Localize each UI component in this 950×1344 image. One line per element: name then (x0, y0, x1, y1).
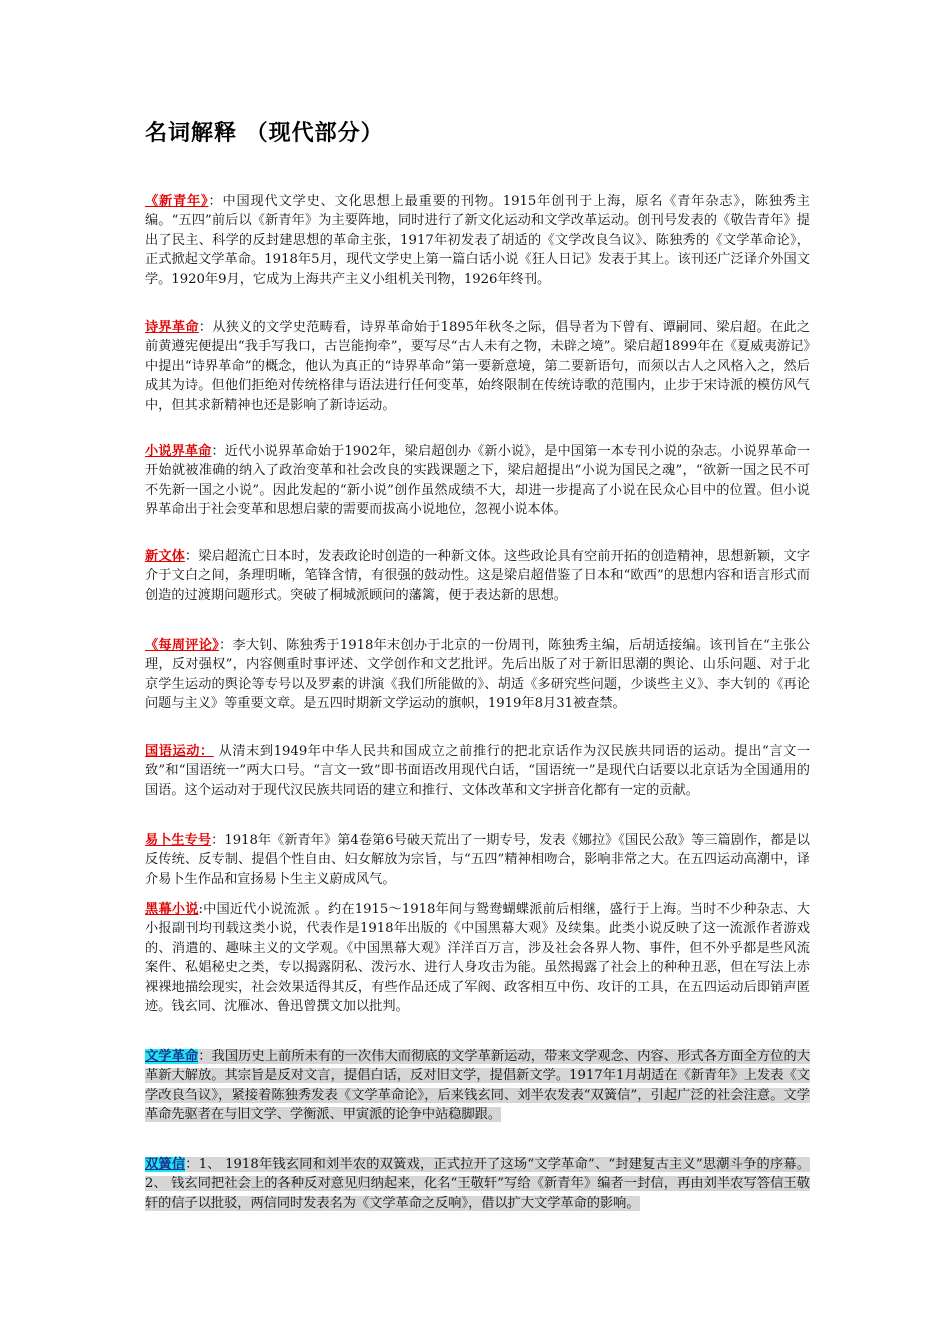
entry-body: 1、 1918年钱玄同和刘半农的双簧戏，正式拉开了这场“文学革命”、“封建复古主义”思潮斗争的序幕。2、 钱玄同把社会上的各种反对意见归纳起来，化名“王敬轩”写给《新青年》编者一封信，再由刘半农写答信王敬轩的信子以批驳，两信同时发表名为《文学革命之反响》，借以扩大文学革命的影响。 (145, 1157, 811, 1211)
entry-separator: ： (198, 320, 213, 335)
entry-separator: ： (185, 1157, 199, 1172)
entry-term: 诗界革命 (145, 320, 199, 335)
entry-body: 1918年《新青年》第4卷第6号破天荒出了一期专号，发表《娜拉》《国民公敌》等三篇剧作，都是以反传统、反专制、提倡个性自由、妇女解放为宗旨，与“五四”精神相吻合，影响非常之大。在五四运动高潮中，译介易卜生作品和宣扬易卜生主义蔚成风气。 (145, 833, 810, 887)
entry-term: 《每周评论》 (145, 638, 219, 653)
entry-term: 易卜生专号 (145, 833, 212, 848)
entry-term: 黑幕小说 (145, 902, 199, 917)
entry-body: 从狭义的文学史范畴看，诗界革命始于1895年秋冬之际，倡导者为下曾有、谭嗣同、梁启超。在此之前黄遵宪便提出“我手写我口，古岂能拘牵”，要写尽“古人未有之物，未辟之境”。梁启超1899年在《夏威夷游记》中提出“诗界革命”的概念，他认为真正的“诗界革命”第一要新意境，第二要新语句，而须以古人之风格入之，然后成其为诗。但他们拒绝对传统格律与语法进行任何变革，始终限制在传统诗歌的范围内，止步于宋诗派的模仿风气中，但其求新精神也还是影响了新诗运动。 (145, 320, 811, 413)
entry-shuanghuang-xin (145, 1155, 810, 1213)
entry-xin-qingnian (145, 192, 810, 289)
page-title: 名词解释 （现代部分） (145, 121, 384, 146)
entry-body: 中国现代文学史、文化思想上最重要的刊物。1915年创刊于上海，原名《青年杂志》，陈独秀主编。“五四”前后以《新青年》为主要阵地，同时进行了新文化运动和文学改革运动。创刊号发表的《敬告青年》提出了民主、科学的反封建思想的革命主张，1917年初发表了胡适的《文学改良刍议》、陈独秀的《文学革命论》，正式掀起文学革命。1918年5月，现代文学史上第一篇白话小说《狂人日记》发表于其上。该刊还广泛译介外国文学。1920年9月，它成为上海共产主义小组机关刊物，1926年终刊。 (145, 194, 810, 287)
entry-shijie-geming (145, 318, 810, 415)
entry-body: 中国近代小说流派 。约在1915～1918年间与鸳鸯蝴蝶派前后相继，盛行于上海。当时不少种杂志、大小报副刊均刊载这类小说，代表作是1918年出版的《中国黑幕大观》及续集。此类小说反映了这一流派作者游戏的、消遣的、趣味主义的文学观。《中国黑幕大观》洋洋百万言，涉及社会各界人物、事件，但不外乎都是些风流案件、私娼秘史之类，专以揭露阴私、泼污水、进行人身攻击为能。虽然揭露了社会上的种种丑恶，但在写法上赤裸裸地描绘现实，社会效果适得其反，有些作品还成了军阀、政客相互中伤、攻讦的工具，在五四运动后即销声匿迹。钱玄同、沈雁冰、鲁迅曾撰文加以批判。 (145, 902, 810, 1015)
entry-heimu-xiaoshuo (145, 900, 810, 1016)
entry-body: 我国历史上前所未有的一次伟大而彻底的文学革新运动，带来文学观念、内容、形式各方面全方位的大革新大解放。其宗旨是反对文言，提倡白话，反对旧文学，提倡新文学。1917年1月胡适在《新青年》上发表《文学改良刍议》，紧接着陈独秀发表《文学革命论》，后来钱玄同、刘半农发表“双簧信”，引起广泛的社会注意。文学革命先驱者在与旧文学、学衡派、甲寅派的论争中站稳脚跟。 (145, 1049, 811, 1123)
entry-xiaoshuojie-geming (145, 442, 810, 520)
entry-term: 文学革命 (145, 1049, 199, 1064)
entry-guoyu-yundong (145, 742, 810, 800)
entry-separator: ： (211, 444, 225, 459)
entry-body: 近代小说界革命始于1902年，梁启超创办《新小说》，是中国第一本专刊小说的杂志。小说界革命一开始就被准确的纳入了政治变革和社会改良的实践课题之下，梁启超提出“小说为国民之魂”，“欲新一国之民不可不先新一国之小说”。因此发起的“新小说”创作虽然成绩不大，却进一步提高了小说在民众心目中的位置。但小说界革命出于社会变革和思想启蒙的需要而拔高小说地位，忽视小说本体。 (145, 444, 811, 518)
entry-wenxue-geming (145, 1047, 810, 1125)
entry-term: 《新青年》 (145, 194, 209, 209)
entry-separator: ： (198, 1049, 212, 1064)
entry-separator: ： (208, 194, 223, 209)
entry-yibusheng-zhuanhao (145, 831, 810, 889)
entry-term: 小说界革命 (145, 444, 212, 459)
entry-term: 双簧信 (145, 1157, 186, 1172)
entry-meizhou-pinglun (145, 636, 810, 714)
entry-body: 梁启超流亡日本时，发表政论时创造的一种新文体。这些政论具有空前开拓的创造精神，思想新颖，文字介于文白之间，条理明晰，笔锋含情，有很强的鼓动性。这是梁启超借鉴了日本和“欧西”的思想内容和语言形式而创造的过渡期问题形式。突破了桐城派顾问的藩篱，便于表达新的思想。 (145, 549, 811, 603)
entry-term: 国语运动： (145, 744, 214, 759)
entry-term: 新文体 (145, 549, 185, 564)
entry-xin-wenti (145, 547, 810, 605)
entry-separator: ： (211, 833, 225, 848)
entry-body: 从清末到1949年中华人民共和国成立之前推行的把北京话作为汉民族共同语的运动。提出“言文一致”和“国语统一”两大口号。“言文一致”即书面语改用现代白话，“国语统一”是现代白话要以北京话为全国通用的国语。这个运动对于现代汉民族共同语的建立和推行、文体改革和文字拼音化都有一定的贡献。 (145, 744, 811, 798)
entry-body: 李大钊、陈独秀于1918年末创办于北京的一份周刊，陈独秀主编，后胡适接编。该刊旨在“主张公理，反对强权”，内容侧重时事评述、文学创作和文艺批评。先后出版了对于新旧思潮的舆论、山乐问题、对于北京学生运动的舆论等专号以及罗素的讲演《我们所能做的》、胡适《多研究些问题，少谈些主义》、李大钊的《再论问题与主义》等重要文章。是五四时期新文学运动的旗帜，1919年8月31被查禁。 (145, 638, 811, 712)
entry-separator: ： (184, 549, 199, 564)
entry-separator: ： (218, 638, 233, 653)
entry-separator: : (198, 902, 203, 917)
